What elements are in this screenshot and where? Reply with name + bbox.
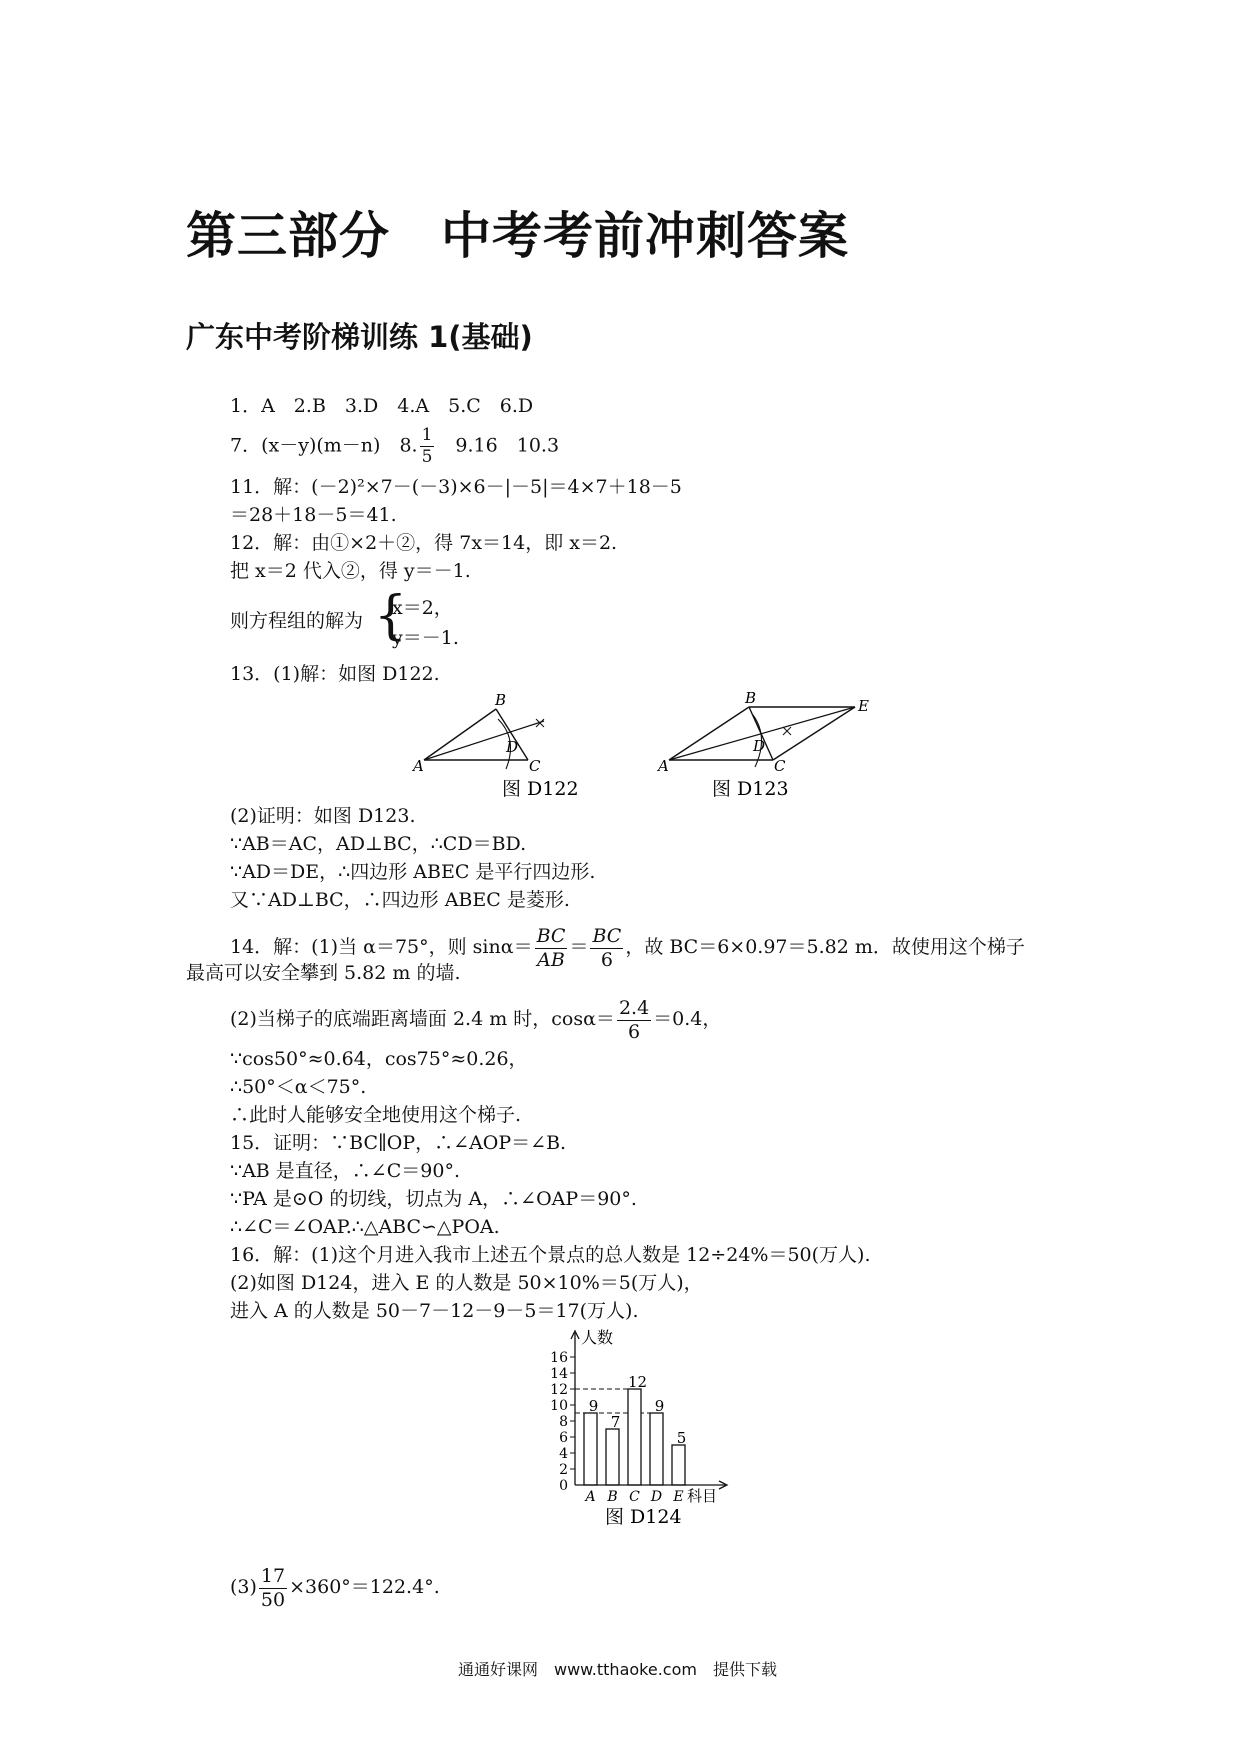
answer-16-text-pre: (3)	[230, 1576, 257, 1598]
label-b: B	[745, 689, 757, 707]
answer-11-line-a: 11．解：(－2)²×7－(－3)×6－|－5|＝4×7＋18－5	[230, 476, 682, 498]
y-tick-label: 6	[559, 1430, 568, 1446]
answer-14-line-h: ∴此时人能够安全地使用这个梯子.	[230, 1104, 522, 1126]
y-axis-label: 人数	[581, 1328, 614, 1347]
answer-13-line-b: (2)证明：如图 D123.	[230, 805, 416, 827]
bar	[650, 1413, 663, 1485]
equals-sign: ＝	[569, 936, 589, 958]
x-tick-label: B	[607, 1489, 618, 1505]
label-a: A	[413, 757, 424, 775]
fraction-one-fifth: $\frac{1}{5}$	[421, 425, 433, 467]
bar-chart-d124	[515, 1325, 765, 1525]
fraction-bc-6: $\frac{BC}{6}$	[592, 924, 622, 971]
figure-d122	[410, 685, 590, 805]
answer-15-line-d: ∴∠C＝∠OAP.∴△ABC∽△POA.	[230, 1216, 500, 1238]
label-d: D	[753, 737, 766, 755]
answer-13-line-c: ∵AB＝AC，AD⊥BC，∴CD＝BD.	[230, 833, 527, 855]
answer-9-10-text: 9.16 10.3	[455, 434, 560, 457]
answer-13-line-d: ∵AD＝DE，∴四边形 ABEC 是平行四边形.	[230, 861, 596, 883]
answer-12-line-b: 把 x＝2 代入②，得 y＝－1.	[230, 560, 471, 582]
answer-12-solution-x: x＝2，	[392, 597, 453, 619]
y-tick-label: 4	[559, 1446, 568, 1462]
bar	[672, 1445, 685, 1485]
x-tick-label: A	[585, 1489, 596, 1505]
y-tick-label: 14	[550, 1366, 568, 1382]
answer-12-line-c: 则方程组的解为	[230, 610, 364, 632]
section-title: 广东中考阶梯训练 1(基础)	[186, 320, 533, 354]
answer-12-solution-y: y＝－1.	[392, 627, 459, 649]
answer-16-line-a: 16．解：(1)这个月进入我市上述五个景点的总人数是 12÷24%＝50(万人).	[230, 1244, 871, 1266]
label-a: A	[658, 757, 669, 775]
bar	[584, 1413, 597, 1485]
answer-15-line-a: 15．证明：∵BC∥OP，∴∠AOP＝∠B.	[230, 1132, 567, 1154]
x-tick-label: D	[650, 1489, 663, 1505]
x-axis-label: 科目	[687, 1487, 718, 1505]
bar	[606, 1429, 619, 1485]
page-title: 第三部分 中考考前冲刺答案	[186, 207, 849, 265]
answer-15-line-b: ∵AB 是直径，∴∠C＝90°.	[230, 1160, 460, 1182]
answer-line-7-10	[230, 427, 559, 466]
y-tick-label: 2	[559, 1462, 568, 1478]
fraction-2-4-over-6: $\frac{2.4}{6}$	[618, 996, 650, 1043]
answer-13-line-e: 又∵AD⊥BC，∴四边形 ABEC 是菱形.	[230, 889, 570, 911]
y-tick-label: 12	[550, 1382, 568, 1398]
y-tick-label: 8	[559, 1414, 568, 1430]
bar-value-label: 7	[610, 1413, 621, 1431]
x-tick-label: E	[673, 1489, 684, 1505]
y-tick-label: 16	[550, 1350, 568, 1366]
left-brace: {	[374, 586, 408, 646]
answer-14-line-c: 最高可以安全攀到 5.82 m 的墙.	[186, 962, 461, 984]
bar-value-label: 12	[627, 1373, 648, 1391]
bar-value-label: 5	[676, 1429, 687, 1447]
caption-d123: 图 D123	[712, 778, 789, 800]
answer-13-line-a: 13．(1)解：如图 D122.	[230, 663, 440, 685]
answer-15-line-c: ∵PA 是⊙O 的切线，切点为 A，∴∠OAP＝90°.	[230, 1188, 637, 1210]
answer-16-text-post: ×360°＝122.4°.	[289, 1576, 440, 1598]
answer-12-line-a: 12．解：由①×2＋②，得 7x＝14，即 x＝2.	[230, 532, 618, 554]
answer-16-line-b: (2)如图 D124，进入 E 的人数是 50×10%＝5(万人)，	[230, 1272, 703, 1294]
bar-value-label: 9	[654, 1397, 665, 1415]
fraction-bc-ab: $\frac{BC}{AB}$	[536, 924, 566, 971]
bar	[628, 1389, 641, 1485]
answer-14-line-f: ∵cos50°≈0.64，cos75°≈0.26，	[230, 1048, 528, 1070]
answer-14-line-g: ∴50°＜α＜75°.	[230, 1076, 367, 1098]
caption-d122: 图 D122	[502, 778, 579, 800]
answer-14-text-e: ＝0.4，	[653, 1008, 722, 1030]
y-tick-label: 10	[550, 1398, 568, 1414]
answer-14-line-d	[230, 994, 721, 1044]
answer-16-line-c: 进入 A 的人数是 50－7－12－9－5＝17(万人).	[230, 1300, 639, 1322]
bar-value-label: 9	[588, 1397, 599, 1415]
answer-14-text-a: 14．解：(1)当 α＝75°，则 sinα＝	[230, 936, 533, 958]
answer-7-8-text: 7．(x－y)(m－n) 8.	[230, 434, 418, 457]
answer-14-text-b: ，故 BC＝6×0.97＝5.82 m．故使用这个梯子	[625, 936, 1025, 958]
answer-11-line-b: ＝28＋18－5＝41.	[230, 504, 397, 526]
label-c: C	[774, 757, 786, 775]
label-c: C	[529, 757, 541, 775]
label-d: D	[506, 738, 519, 756]
label-e: E	[858, 697, 869, 715]
label-b: B	[495, 691, 507, 709]
x-tick-label: C	[629, 1489, 640, 1505]
fraction-17-50: $\frac{17}{50}$	[260, 1564, 286, 1611]
answer-14-text-d: (2)当梯子的底端距离墙面 2.4 m 时，cosα＝	[230, 1008, 615, 1030]
chart-caption: 图 D124	[605, 1506, 682, 1525]
answer-line-1-6: 1．A 2.B 3.D 4.A 5.C 6.D	[230, 395, 534, 417]
y-tick-label: 0	[559, 1478, 568, 1494]
figure-d123	[655, 685, 895, 805]
answer-16-line-d	[230, 1562, 440, 1612]
footer-credit: 通通好课网 www.tthaoke.com 提供下载	[458, 1660, 777, 1679]
